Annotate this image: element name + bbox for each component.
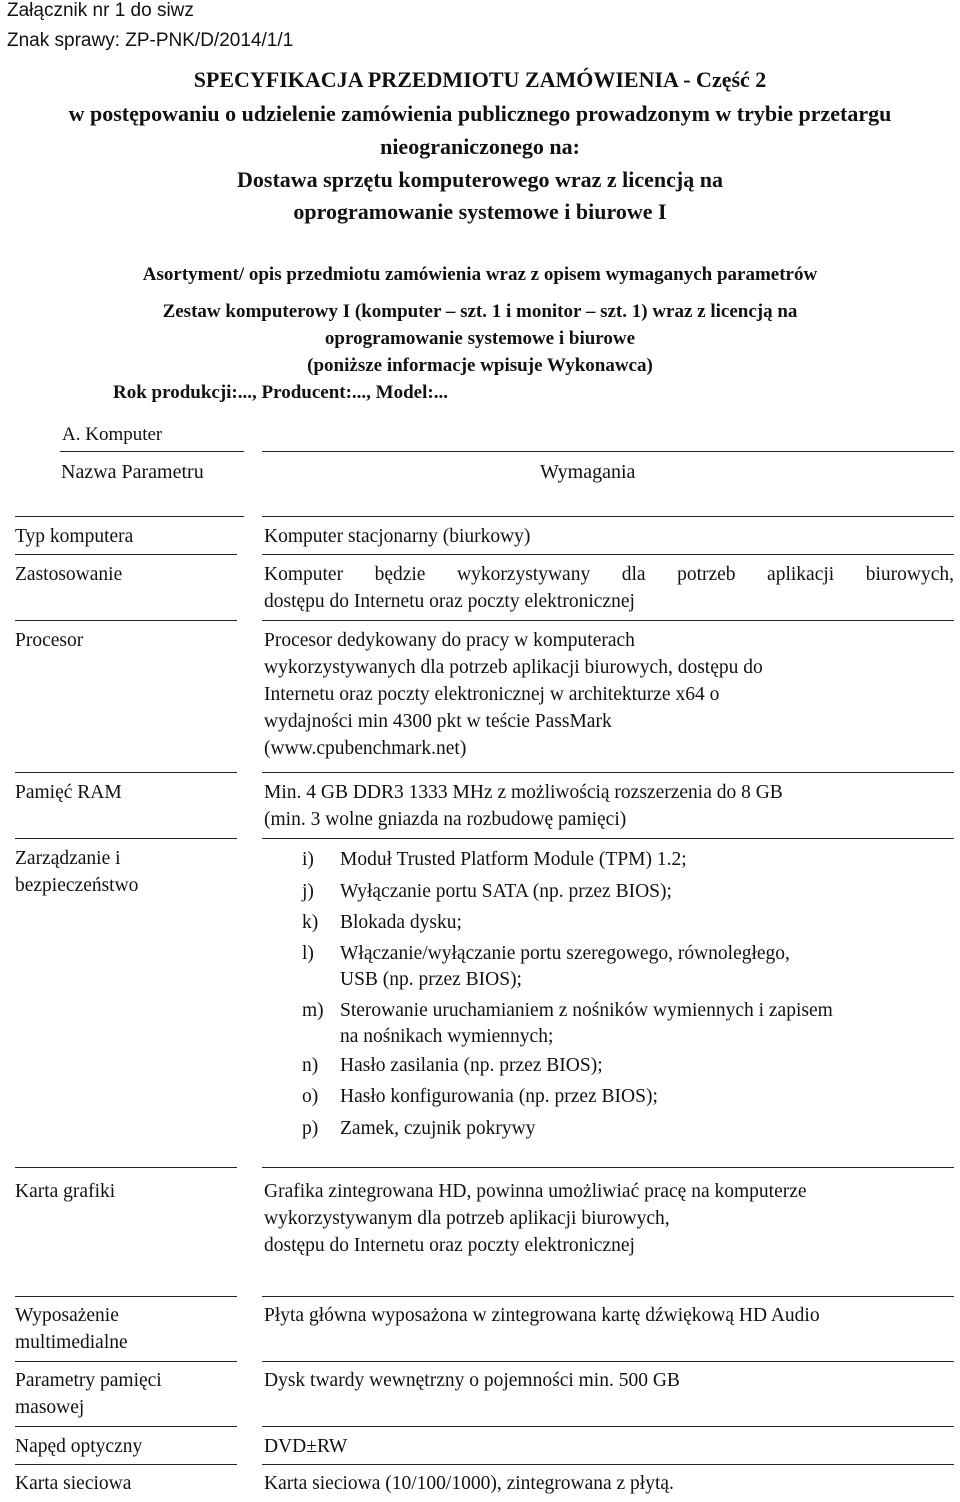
row-divider [262,1426,954,1427]
list-bullet: l) [302,943,314,964]
list-text: Wyłączanie portu SATA (np. przez BIOS); [340,881,672,902]
row-divider [262,1296,954,1297]
title-line-2: w postępowaniu o udzielenie zamówienia publicznego prowadzonym w trybie przetargu [68,101,892,126]
list-text: Hasło konfigurowania (np. przez BIOS); [340,1086,658,1107]
param-requirement: wydajności min 4300 pkt w teście PassMark [264,711,612,732]
row-divider [262,1464,954,1465]
row-divider [15,1361,237,1362]
param-requirement: Procesor dedykowany do pracy w komputerach [264,630,635,651]
param-name: Procesor [15,630,84,651]
col-header-requirements: Wymagania [540,461,636,483]
list-bullet: o) [302,1086,319,1107]
param-requirement: (www.cpubenchmark.net) [264,738,467,759]
list-item [302,1116,942,1143]
param-name: Wyposażenie [15,1305,119,1326]
param-requirement: Internetu oraz poczty elektronicznej w architekturze x64 o [264,684,720,705]
row-divider [262,772,954,773]
param-name: Karta sieciowa [15,1473,132,1494]
list-text: Zamek, czujnik pokrywy [340,1118,536,1139]
param-requirement: Komputer stacjonarny (biurkowy) [264,526,531,547]
list-text: Hasło zasilania (np. przez BIOS); [340,1055,603,1076]
list-text: Blokada dysku; [340,912,462,933]
list-text: Włączanie/wyłączanie portu szeregowego, równoległego, [340,943,790,964]
header-top-line-left [60,451,244,452]
param-requirement: (min. 3 wolne gniazda na rozbudowę pamięci) [264,809,627,830]
param-requirement: dostępu do Internetu oraz poczty elektronicznej [264,591,635,612]
row-divider [15,1296,237,1297]
row-divider [15,1167,237,1168]
list-bullet: m) [302,1000,324,1021]
case-number: Znak sprawy: ZP-PNK/D/2014/1/1 [7,30,294,51]
list-item [302,847,942,874]
list-item [302,910,942,937]
col-header-parameter: Nazwa Parametru [61,461,204,483]
header-bottom-line-right [262,516,954,517]
param-requirement: Płyta główna wyposażona w zintegrowana kartę dźwiękową HD Audio [264,1305,820,1326]
list-item [302,941,942,995]
row-divider [15,620,237,621]
list-text: na nośnikach wymiennych; [340,1026,554,1047]
param-requirement: Karta sieciowa (10/100/1000), zintegrowana z płytą. [264,1473,674,1494]
production-info: Rok produkcji:..., Producent:..., Model:... [113,382,448,403]
set-description-2: oprogramowanie systemowe i biurowe [324,328,636,349]
param-name: Napęd optyczny [15,1436,143,1457]
list-item [302,1084,942,1111]
title-line-5: oprogramowanie systemowe i biurowe I [293,199,667,224]
row-divider [262,1167,954,1168]
assortment-heading: Asortyment/ opis przedmiotu zamówienia wraz z opisem wymaganych parametrów [142,264,818,285]
param-requirement: Dysk twardy wewnętrzny o pojemności min. 500 GB [264,1370,680,1391]
title-line-4: Dostawa sprzętu komputerowego wraz z licencją na [237,167,723,192]
list-item [302,1053,942,1080]
header-bottom-line-left [15,516,244,517]
param-requirement: DVD±RW [264,1436,348,1457]
list-bullet: n) [302,1055,319,1076]
param-requirement: Min. 4 GB DDR3 1333 MHz z możliwością rozszerzenia do 8 GB [264,782,783,803]
param-requirement: dostępu do Internetu oraz poczty elektronicznej [264,1235,635,1256]
param-name: Pamięć RAM [15,782,122,803]
attachment-label: Załącznik nr 1 do siwz [7,0,194,21]
param-name: Zarządzanie i [15,848,121,869]
row-divider [262,620,954,621]
row-divider [15,1426,237,1427]
param-name: Parametry pamięci [15,1370,162,1391]
param-name: bezpieczeństwo [15,875,139,896]
list-bullet: k) [302,912,319,933]
list-text: Moduł Trusted Platform Module (TPM) 1.2; [340,849,687,870]
header-top-line-right [262,451,954,452]
param-requirement: wykorzystywanych dla potrzeb aplikacji biurowych, dostępu do [264,657,763,678]
param-name: masowej [15,1397,85,1418]
spec-title: SPECYFIKACJA PRZEDMIOTU ZAMÓWIENIA - Część 2 [193,67,767,92]
param-name: Typ komputera [15,526,134,547]
row-divider [15,1464,237,1465]
param-name: multimedialne [15,1332,128,1353]
param-name: Zastosowanie [15,564,123,585]
row-divider [15,554,237,555]
list-text: Sterowanie uruchamianiem z nośników wymiennych i zapisem [340,1000,833,1021]
list-item [302,879,942,906]
list-bullet: j) [302,881,314,902]
section-label: A. Komputer [62,424,163,445]
set-description-1: Zestaw komputerowy I (komputer – szt. 1 i monitor – szt. 1) wraz z licencją na [162,301,798,322]
row-divider [262,838,954,839]
list-text: USB (np. przez BIOS); [340,969,522,990]
row-divider [15,772,237,773]
row-divider [15,838,237,839]
row-divider [262,554,954,555]
list-bullet: p) [302,1118,319,1139]
param-requirement: Komputer będzie wykorzystywany dla potrzeb aplikacji biurowych, [264,564,954,585]
title-line-3: nieograniczonego na: [380,134,580,159]
list-bullet: i) [302,849,314,870]
param-requirement: Grafika zintegrowana HD, powinna umożliwiać pracę na komputerze [264,1181,807,1202]
list-item [302,998,942,1052]
param-requirement: wykorzystywanym dla potrzeb aplikacji biurowych, [264,1208,670,1229]
param-name: Karta grafiki [15,1181,116,1202]
row-divider [262,1361,954,1362]
contractor-note: (poniższe informacje wpisuje Wykonawca) [307,355,653,376]
